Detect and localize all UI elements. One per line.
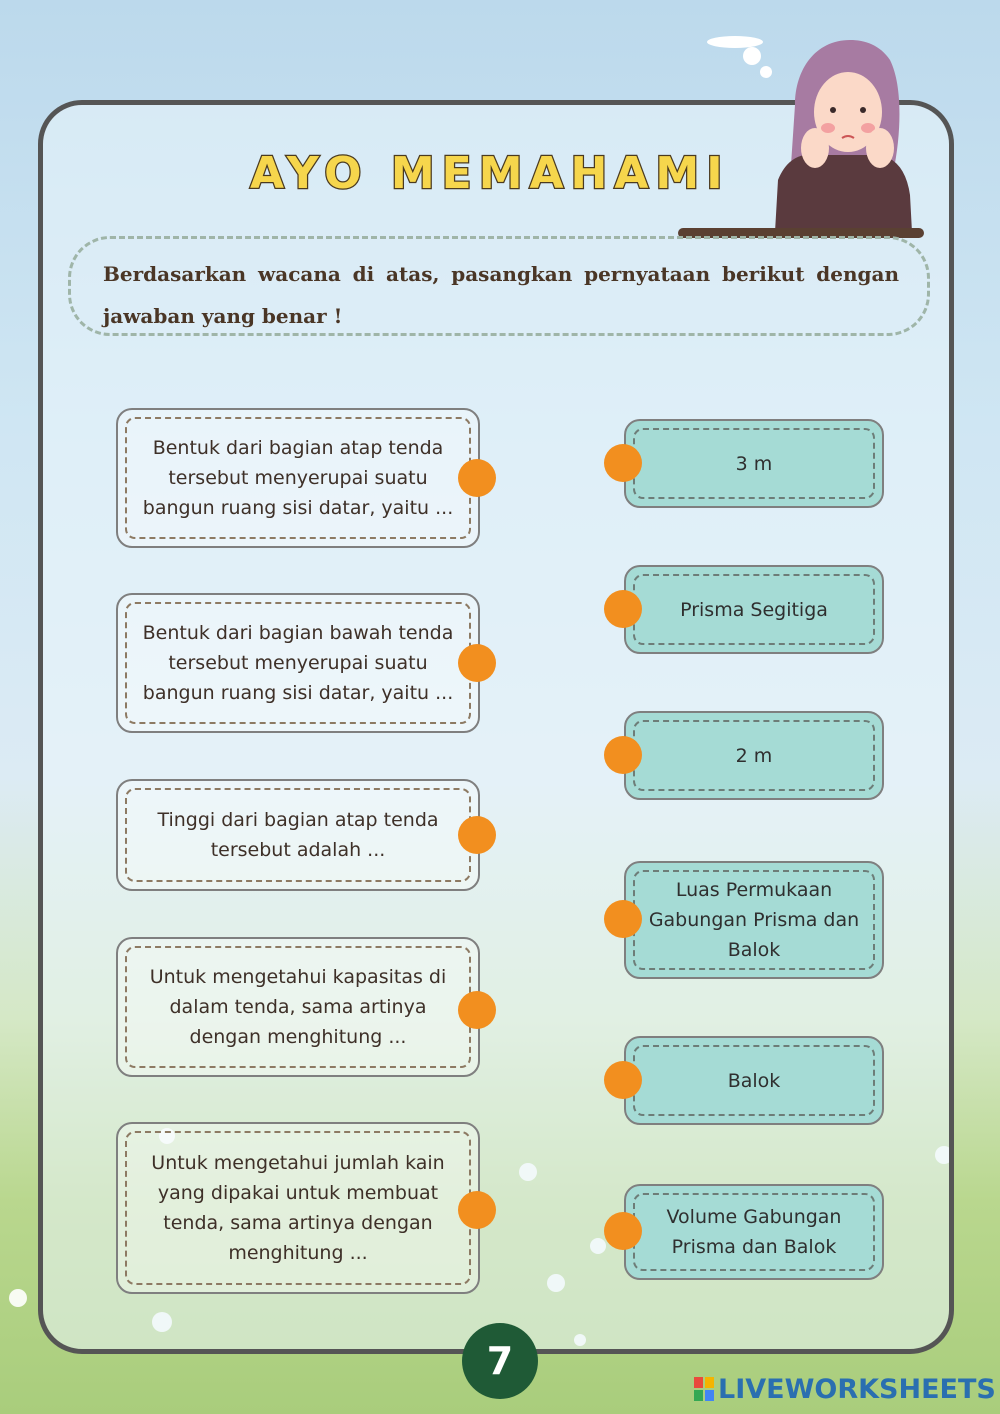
answer-box-1 xyxy=(624,419,884,508)
statement-connector-2[interactable] xyxy=(458,644,496,682)
liveworksheets-logo-icon xyxy=(694,1377,714,1401)
answer-text: Luas Permukaan Gabungan Prisma dan Balok xyxy=(633,870,875,970)
watermark-text: LIVEWORKSHEETS xyxy=(718,1374,996,1405)
answer-box-3 xyxy=(624,711,884,800)
instruction-text: Berdasarkan wacana di atas, pasangkan pernyataan berikut dengan jawaban yang benar ! xyxy=(103,262,899,328)
statement-connector-4[interactable] xyxy=(458,991,496,1029)
answer-box-6 xyxy=(624,1184,884,1280)
statement-text: Bentuk dari bagian bawah tenda tersebut menyerupai suatu bangun ruang sisi datar, yaitu ... xyxy=(125,602,471,724)
statement-text: Untuk mengetahui jumlah kain yang dipakai untuk membuat tenda, sama artinya dengan menghitung ... xyxy=(125,1131,471,1285)
answer-text: 2 m xyxy=(633,720,875,791)
page-title: AYO MEMAHAMI xyxy=(250,148,730,199)
answer-connector-3[interactable] xyxy=(604,736,642,774)
statement-connector-3[interactable] xyxy=(458,816,496,854)
statement-box-4 xyxy=(116,937,480,1077)
statement-connector-5[interactable] xyxy=(458,1191,496,1229)
answer-text: Prisma Segitiga xyxy=(633,574,875,645)
thinking-girl-illustration xyxy=(700,30,960,232)
liveworksheets-watermark xyxy=(694,1374,994,1408)
statement-box-1 xyxy=(116,408,480,548)
answer-text: Balok xyxy=(633,1045,875,1116)
statement-box-5 xyxy=(116,1122,480,1294)
answer-text: 3 m xyxy=(633,428,875,499)
statement-box-3 xyxy=(116,779,480,891)
statement-box-2 xyxy=(116,593,480,733)
answer-box-4 xyxy=(624,861,884,979)
answer-box-5 xyxy=(624,1036,884,1125)
answer-text: Volume Gabungan Prisma dan Balok xyxy=(633,1193,875,1271)
answer-box-2 xyxy=(624,565,884,654)
answer-connector-6[interactable] xyxy=(604,1212,642,1250)
statement-connector-1[interactable] xyxy=(458,459,496,497)
answer-connector-4[interactable] xyxy=(604,900,642,938)
answer-connector-2[interactable] xyxy=(604,590,642,628)
page-number-badge: 7 xyxy=(462,1323,538,1399)
answer-connector-5[interactable] xyxy=(604,1061,642,1099)
instruction-box xyxy=(68,236,930,336)
statement-text: Untuk mengetahui kapasitas di dalam tenda, sama artinya dengan menghitung ... xyxy=(125,946,471,1068)
statement-text: Bentuk dari bagian atap tenda tersebut menyerupai suatu bangun ruang sisi datar, yaitu ... xyxy=(125,417,471,539)
answer-connector-1[interactable] xyxy=(604,444,642,482)
statement-text: Tinggi dari bagian atap tenda tersebut adalah ... xyxy=(125,788,471,882)
